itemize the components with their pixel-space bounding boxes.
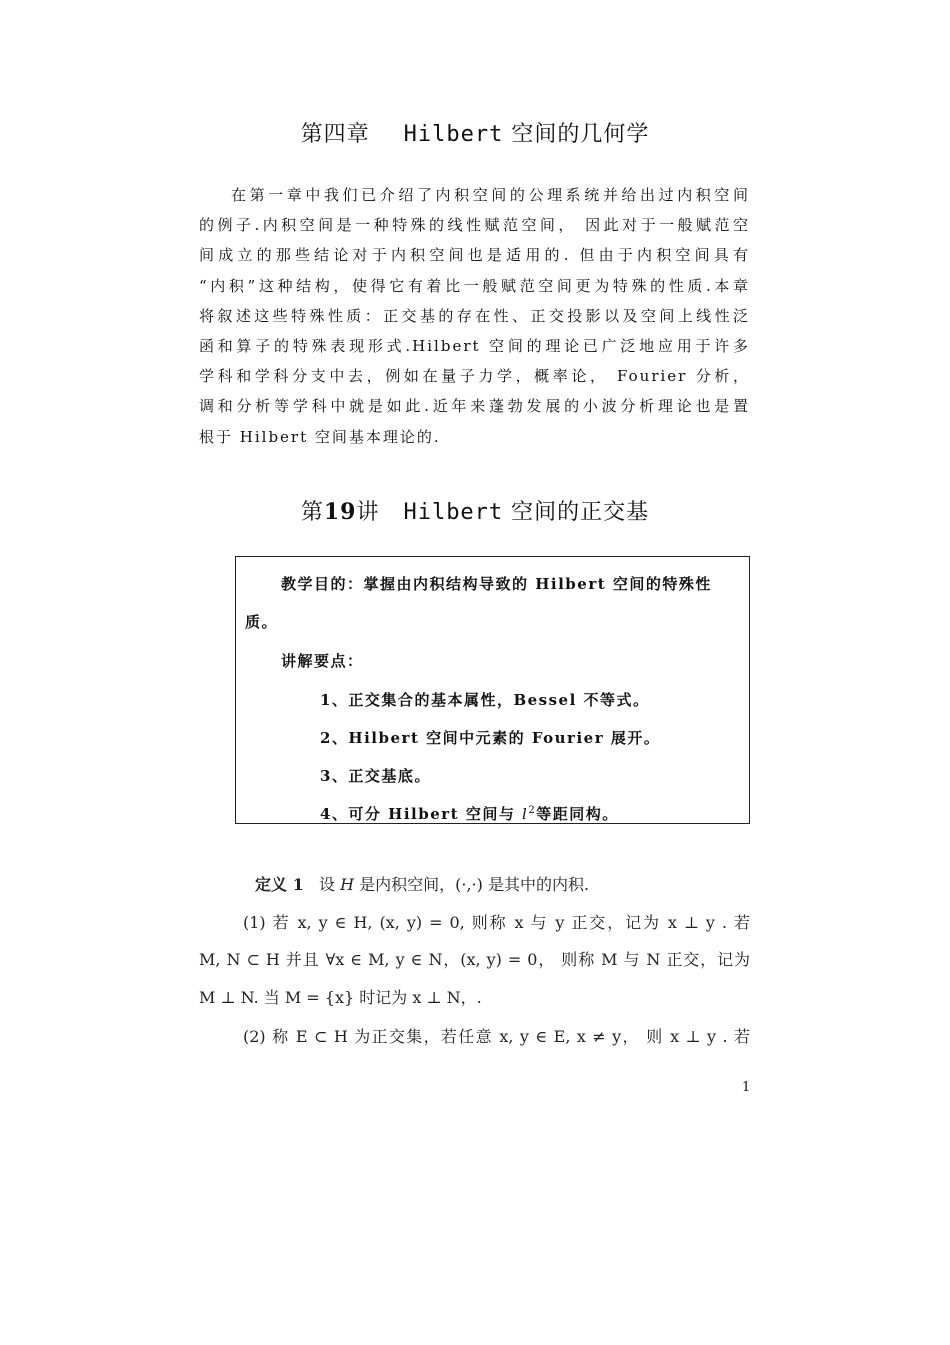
intro-line: 函和算子的特殊表现形式.Hilbert 空间的理论已广泛地应用于许多 [199,337,750,356]
definition-symbol-h: H [340,875,355,894]
definition-text-end: 是内积空间，(·,·) 是其中的内积. [354,875,590,894]
chapter-prefix: 第四章 [300,122,370,147]
definition-text: 设 [318,875,341,894]
definition-line: (1) 若 x, y ∈ H, (x, y) = 0, 则称 x 与 y 正交，记为 x ⊥ y . 若 [243,913,750,932]
definition-line: M ⊥ N. 当 M = {x} 时记为 x ⊥ N，. [199,988,482,1007]
lecture-prefix: 第 [300,500,324,525]
point-item-text: 4、可分 Hilbert 空间与 [320,805,523,823]
definition-label: 定义 1 [255,875,304,894]
intro-line: 将叙述这些特殊性质：正交基的存在性、正交投影以及空间上线性泛 [199,306,750,325]
point-item: 2、Hilbert 空间中元素的 Fourier 展开。 [320,729,661,747]
point-item: 3、正交基底。 [320,767,431,785]
lecture-suffix: 讲 [356,500,380,525]
intro-line: 的例子.内积空间是一种特殊的线性赋范空间， 因此对于一般赋范空 [199,216,750,235]
teaching-goals-box [235,556,750,824]
intro-line: 学科和学科分支中去，例如在量子力学，概率论， Fourier 分析， [199,367,750,386]
intro-line: 间成立的那些结论对于内积空间也是适用的. 但由于内积空间具有 [199,246,750,265]
intro-line: 在第一章中我们已介绍了内积空间的公理系统并给出过内积空间 [231,186,750,204]
intro-line: “内积”这种结构，使得它有着比一般赋范空间更为特殊的性质.本章 [199,276,750,295]
l-symbol: l [522,805,529,823]
page-number: 1 [742,1080,751,1095]
chapter-title [0,117,950,148]
points-heading: 讲解要点： [281,652,364,670]
definition-line: M, N ⊂ H 并且 ∀x ∈ M, y ∈ N，(x, y) = 0， 则称 M 与 N 正交，记为 [199,950,750,969]
lecture-number: 19 [323,499,357,525]
intro-paragraph [199,180,750,452]
definition-heading [199,872,806,895]
point-item-text-end: 等距同构。 [536,805,619,823]
lecture-name-latin: Hilbert [403,500,504,525]
lecture-title [0,495,950,526]
lecture-name-rest: 空间的正交基 [503,500,650,525]
chapter-name-rest: 空间的几何学 [503,122,650,147]
purpose-line: 教学目的：掌握由内积结构导致的 Hilbert 空间的特殊性 [281,575,712,593]
intro-line: 调和分析等学科中就是如此.近年来蓬勃发展的小波分析理论也是置 [199,397,750,416]
purpose-line-continued: 质。 [245,613,279,631]
l-superscript: 2 [528,805,537,816]
point-item [320,803,619,824]
intro-line: 根于 Hilbert 空间基本理论的. [199,427,441,446]
chapter-name-latin: Hilbert [403,122,504,147]
definition-line: (2) 称 E ⊂ H 为正交集，若任意 x, y ∈ E, x ≠ y， 则 x ⊥ y . 若 [243,1027,750,1046]
point-item: 1、正交集合的基本属性，Bessel 不等式。 [320,691,650,709]
